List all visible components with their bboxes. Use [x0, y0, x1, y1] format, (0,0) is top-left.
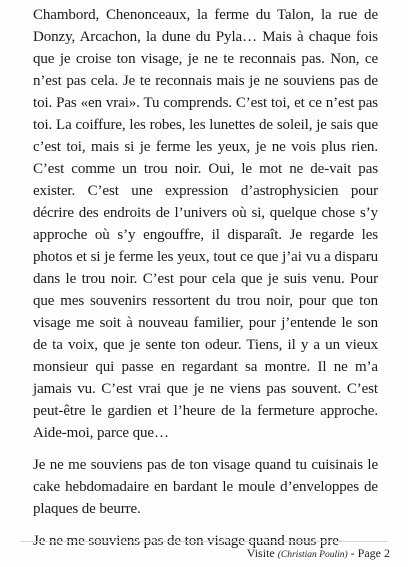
footer-title: Visite	[246, 546, 275, 560]
paragraph-2: Je ne me souviens pas de ton visage quand tu cuisinais le cake hebdomadaire en bardant le moule d’enveloppes de plaques de beurre.	[33, 457, 378, 517]
page-footer	[247, 546, 390, 562]
footer-author: (Christian Poulin)	[277, 550, 348, 560]
paragraph-3: Je ne me souviens pas de ton visage quand nous pre-	[33, 533, 344, 549]
footer-divider	[20, 541, 388, 542]
paragraph-1: Chambord, Chenonceaux, la ferme du Talon, la rue de Donzy, Arcachon, la dune du Pyla… Mais à chaque fois que je croise ton visage, je ne te reconnais pas. Non, ce n’est pas cela. Je te reconnais mais je ne souviens pas de toi. Pas «en vrai». Tu comprends. C’est toi, et ce n’est pas toi. La coiffure, les robes, les lunettes de soleil, je sais que c’est toi, mais si je ferme les yeux, je ne vois plus rien. C’est comme un trou noir. Oui, le mot ne de-vait pas exister. C’est une expression d’astrophysicien pour décrire des endroits de l’univers où si, quelque chose s’y approche où s’y engouffre, il disparaît. Je regarde les photos et si je ferme les yeux, tout ce que j’ai vu a disparu dans le trou noir. C’est pour cela que je suis venu. Pour que mes souvenirs ressortent du trou noir, pour que ton visage me soit à nouveau familier, pour j’entende le son de ta voix, que je sente ton odeur. Tiens, il y a un vieux monsieur qui passe en regardant sa montre. Il ne m’a jamais vu. C’est vrai que je ne viens pas souvent. C’est peut-être le gardien et l’heure de la fermeture approche. Aide-moi, parce que…	[33, 7, 378, 441]
page-content	[33, 4, 378, 562]
footer-page-number: - Page 2	[350, 546, 390, 560]
